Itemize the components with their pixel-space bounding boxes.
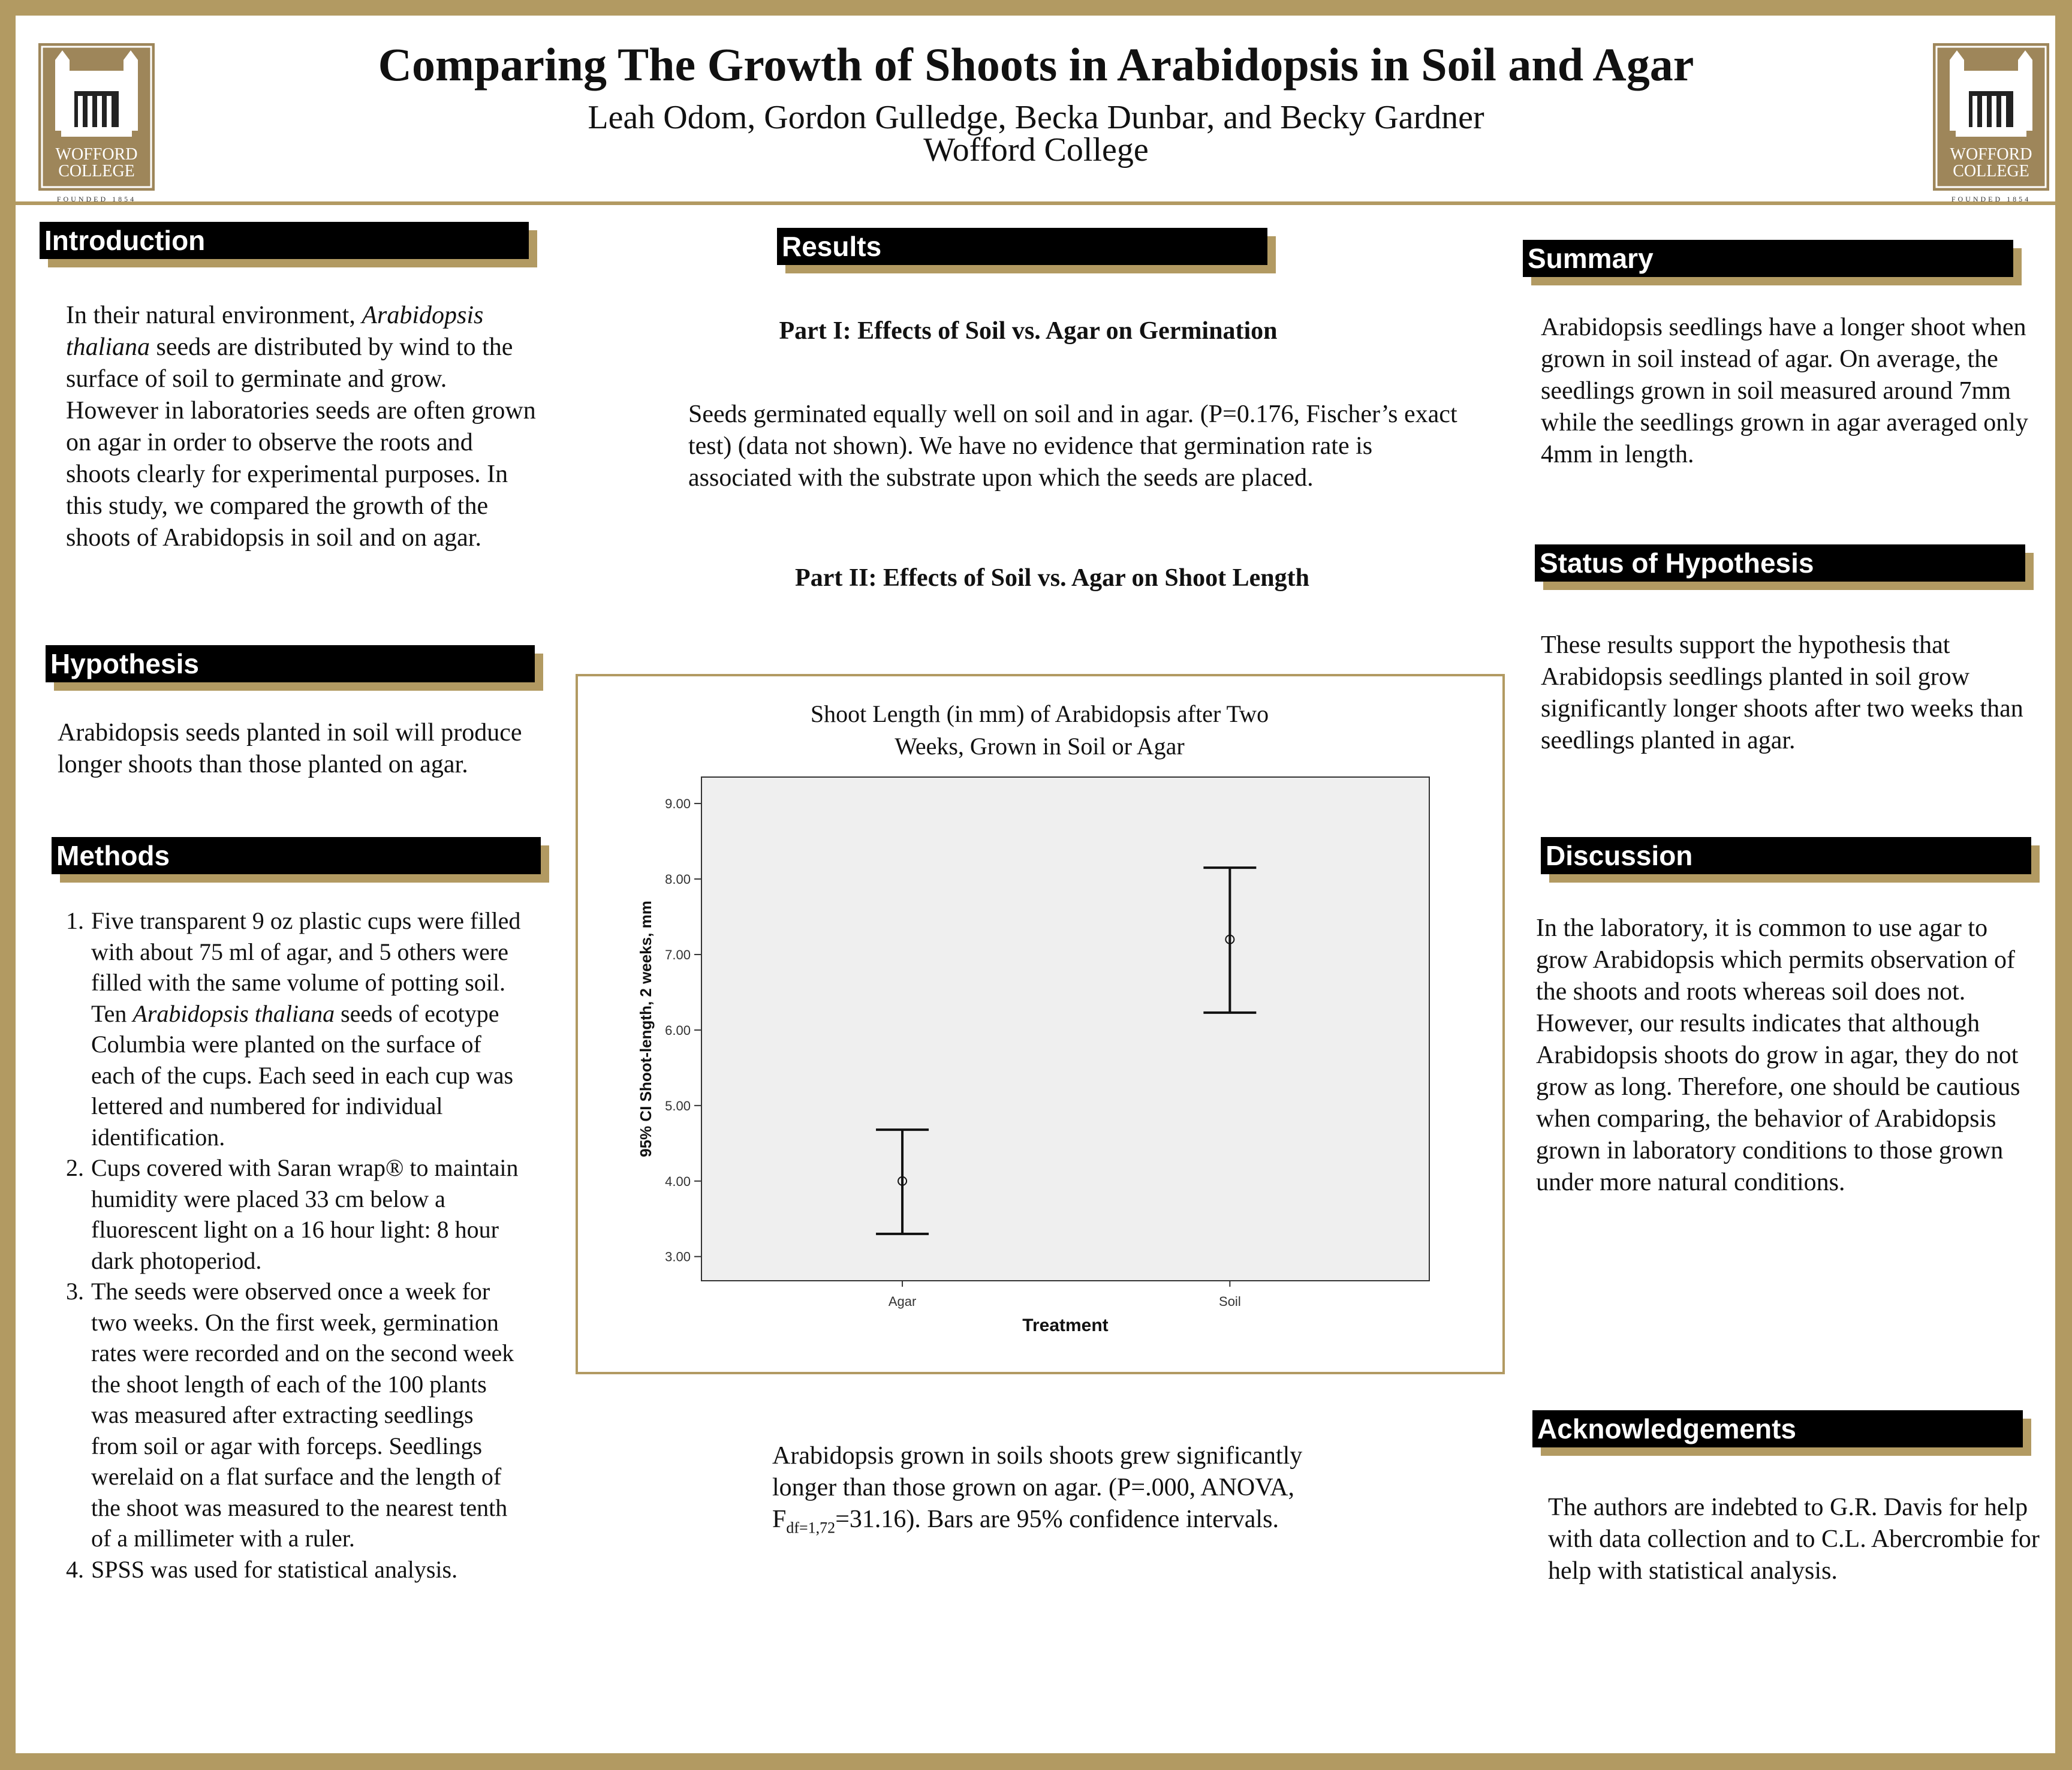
status-text [1541, 630, 2038, 757]
introduction-text-end: seeds are distributed by wind to the surface of soil to germinate and grow. However in laboratories seeds are often grown on agar in order to observe the roots and shoots clearly for experimental purposes. In this study, we compared the growth of the shoots of Arabidopsis in soil and on agar. [66, 333, 536, 552]
results-part2-title: Part II: Effects of Soil vs. Agar on Shoot Length [795, 564, 1309, 592]
logo-text-college: COLLEGE [58, 162, 135, 180]
methods-step: 1. Five transparent 9 oz plastic cups were filled with about 75 ml of agar, and 5 others were filled with the same volume of potting soil. Ten Arabidopsis thaliana seeds of ecotype Columbia were planted on the surface of each of the cups. Each seed in each cup was lettered and numbered for individual identification. [66, 907, 521, 1151]
hypothesis-heading [46, 645, 535, 682]
wofford-logo-right [1932, 42, 2050, 204]
discussion-text [1536, 913, 2040, 1199]
introduction-heading-label: Introduction [40, 222, 529, 259]
introduction-species: Arabidopsis thaliana [66, 302, 484, 361]
hypothesis-text [58, 717, 537, 781]
summary-heading [1523, 240, 2013, 277]
acknowledgements-paragraph: The authors are indebted to G.R. Davis for help with data collection and to C.L. Abercrombie for help with statistical analysis. [1548, 1494, 2040, 1585]
results-caption-main: Arabidopsis grown in soils shoots grew significantly longer than those grown on agar. (P=.000, ANOVA, F [772, 1442, 1303, 1533]
hypothesis-paragraph: Arabidopsis seeds planted in soil will produce longer shoots than those planted on agar. [58, 719, 522, 778]
chart-title-line2: Weeks, Grown in Soil or Agar [895, 733, 1185, 760]
x-tick-label: Soil [1219, 1294, 1241, 1309]
y-tick-label: 4.00 [665, 1173, 691, 1189]
y-tick-label: 8.00 [665, 872, 691, 887]
results-caption-end: =31.16). Bars are 95% confidence intervals. [835, 1506, 1279, 1533]
y-tick-label: 9.00 [665, 796, 691, 812]
methods-step: 2. Cups covered with Saran wrap® to maintain humidity were placed 33 cm below a fluorescent light on a 16 hour light: 8 hour dark photoperiod. [66, 1154, 519, 1274]
y-axis-label: 95% CI Shoot-length, 2 weeks, mm [637, 901, 655, 1157]
y-tick-label: 7.00 [665, 947, 691, 962]
status-heading-label: Status of Hypothesis [1535, 544, 2025, 582]
methods-step: 4. SPSS was used for statistical analysis. [66, 1555, 458, 1583]
x-tick-label: Agar [888, 1294, 917, 1309]
summary-text [1541, 312, 2038, 471]
y-tick-label: 3.00 [665, 1249, 691, 1265]
status-paragraph: These results support the hypothesis that Arabidopsis seedlings planted in soil grow significantly longer shoots after two weeks than seedlings planted in agar. [1541, 631, 2023, 754]
introduction-heading [40, 222, 529, 259]
y-tick-label: 5.00 [665, 1098, 691, 1113]
results-part1-text [688, 399, 1468, 494]
shoot-length-chart [578, 676, 1502, 1372]
results-part1-title: Part I: Effects of Soil vs. Agar on Germination [779, 317, 1278, 345]
x-axis [889, 1281, 1241, 1309]
results-heading-label: Results [777, 228, 1267, 265]
results-heading [777, 228, 1267, 265]
introduction-text [66, 300, 540, 554]
x-axis-label: Treatment [1022, 1316, 1109, 1335]
chart-title-line1: Shoot Length (in mm) of Arabidopsis after Two [810, 700, 1269, 727]
results-caption [772, 1440, 1366, 1543]
status-heading [1535, 544, 2025, 582]
methods-heading [52, 837, 541, 874]
acknowledgements-text [1548, 1492, 2040, 1587]
results-caption-subscript: df=1,72 [786, 1519, 836, 1537]
methods-heading-label: Methods [52, 837, 541, 874]
logo-text-college: COLLEGE [1953, 162, 2029, 180]
y-tick-label: 6.00 [665, 1022, 691, 1038]
poster-title: Comparing The Growth of Shoots in Arabidopsis in Soil and Agar [378, 38, 1694, 91]
results-part1-paragraph: Seeds germinated equally well on soil and in agar. (P=0.176, Fischer’s exact test) (data not shown). We have no evidence that germination rate is associated with the substrate upon which the seeds are placed. [688, 401, 1457, 492]
methods-step: 3. The seeds were observed once a week for two weeks. On the first week, germination rates were recorded and on the second week the shoot length of each of the 100 plants was measured after extracting seedlings from soil or agar with forceps. Seedlings werelaid on a flat surface and the length of the shoot was measured to the nearest tenth of a millimeter with a ruler. [66, 1278, 514, 1552]
poster-authors: Leah Odom, Gordon Gulledge, Becka Dunbar, and Becky Gardner [588, 99, 1484, 136]
plot-area [701, 777, 1429, 1281]
discussion-heading [1541, 837, 2031, 874]
logo-text-founded: FOUNDED 1854 [1951, 195, 2031, 203]
discussion-paragraph: In the laboratory, it is common to use agar to grow Arabidopsis which permits observation of the shoots and roots whereas soil does not. However, our results indicates that although Arabidopsis shoots do grow in agar, they do not grow as long. Therefore, one should be cautious when comparing, the behavior of Arabidopsis grown in laboratory conditions to those grown under more natural conditions. [1536, 914, 2020, 1196]
wofford-logo-left [37, 42, 156, 204]
acknowledgements-heading-label: Acknowledgements [1532, 1410, 2023, 1447]
hypothesis-heading-label: Hypothesis [46, 645, 535, 682]
y-axis [665, 796, 701, 1265]
summary-heading-label: Summary [1523, 240, 2013, 277]
methods-list [66, 905, 522, 1585]
discussion-heading-label: Discussion [1541, 837, 2031, 874]
poster-institution: Wofford College [923, 131, 1149, 168]
logo-text-wofford: WOFFORD [1950, 145, 2032, 164]
introduction-text-start: In their natural environment, [66, 302, 362, 329]
acknowledgements-heading [1532, 1410, 2023, 1447]
chart-frame [576, 674, 1505, 1374]
header-divider [16, 201, 2055, 205]
logo-text-founded: FOUNDED 1854 [56, 195, 137, 203]
summary-paragraph: Arabidopsis seedlings have a longer shoot when grown in soil instead of agar. On average, the seedlings grown in soil measured around 7mm while the seedlings grown in agar averaged only 4mm in length. [1541, 314, 2028, 468]
logo-text-wofford: WOFFORD [55, 145, 138, 164]
